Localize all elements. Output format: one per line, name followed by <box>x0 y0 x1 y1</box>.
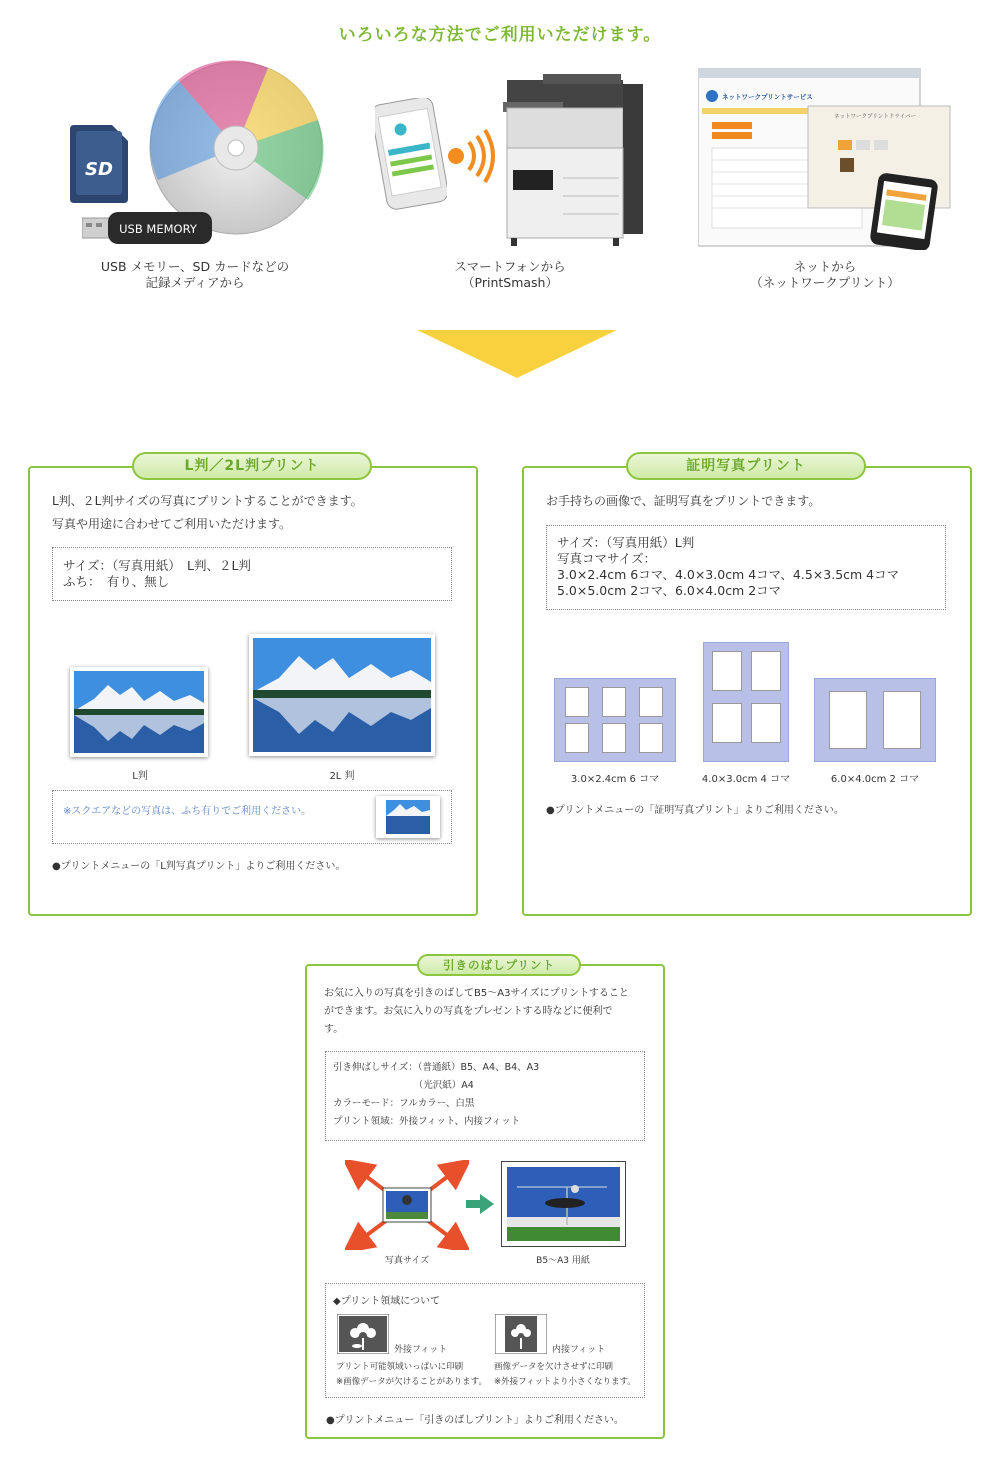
fit-inside-desc1: 画像データを欠けさせずに印刷 <box>494 1362 614 1372</box>
id-sheet-2 <box>814 678 936 762</box>
panel-enlarge-spec3: カラーモード：フルカラー、白黒 <box>333 1098 475 1109</box>
smartphone-icon <box>375 98 447 210</box>
panel-id-menu-note: ●プリントメニューの「証明写真プリント」よりご利用ください。 <box>546 805 844 816</box>
panel-l-desc1: L判、２L判サイズの写真にプリントすることができます。 <box>52 494 363 508</box>
id-sheet-6-label: 3.0×2.4cm 6 コマ <box>570 774 660 785</box>
panel-id-spec4: 5.0×5.0cm 2コマ、6.0×4.0cm 2コマ <box>557 583 782 598</box>
small-photo-label: 写真サイズ <box>384 1256 430 1266</box>
svg-text:ネットワークプリントサービス: ネットワークプリントサービス <box>722 93 813 101</box>
panel-id-photo-tab: 証明写真プリント <box>626 452 866 480</box>
panel-enlarge-desc1: お気に入りの写真を引きのばしてB5～A3サイズにプリントすること <box>324 988 629 999</box>
panel-l-spec2: ふち： 有り、無し <box>63 574 170 589</box>
fit-inside-desc2: ※外接フィットより小さくなります。 <box>494 1377 636 1387</box>
panel-id-spec3: 3.0×2.4cm 6コマ、4.0×3.0cm 4コマ、4.5×3.5cm 4コマ <box>557 567 900 582</box>
print-area-title: ◆プリント領域について <box>333 1296 441 1307</box>
panel-enlarge-menu-note: ●プリントメニュー「引きのばしプリント」よりご利用ください。 <box>326 1415 624 1426</box>
method-smartphone-caption: スマートフォンから （PrintSmash） <box>454 259 566 290</box>
panel-l-menu-note: ●プリントメニューの「L判写真プリント」よりご利用ください。 <box>52 861 346 872</box>
svg-text:SD: SD <box>85 159 113 180</box>
panel-enlarge-spec2: （光沢紙）A4 <box>333 1080 474 1091</box>
right-arrow-icon <box>466 1194 494 1214</box>
method-smartphone <box>375 60 655 250</box>
method-network-caption: ネットから （ネットワークプリント） <box>750 259 900 290</box>
panel-id-spec1: サイズ：（写真用紙）L判 <box>557 535 695 550</box>
multifunction-printer-icon <box>503 74 649 246</box>
panel-l-spec1: サイズ：（写真用紙） L判、２L判 <box>63 558 251 573</box>
fit-inside-title: 内接フィット <box>552 1345 606 1355</box>
panel-l-desc2: 写真や用途に合わせてご利用いただけます。 <box>52 517 292 531</box>
id-sheet-6 <box>554 678 676 762</box>
page-headline: いろいろな方法でご利用いただけます。 <box>338 25 662 45</box>
photo-l-size <box>70 667 208 757</box>
method-media <box>60 60 340 250</box>
enlarged-photo <box>501 1161 626 1247</box>
wireless-icon <box>447 128 497 188</box>
method-network <box>698 60 954 250</box>
photo-l-label: L判 <box>132 771 148 782</box>
photo-2l-label: 2L 判 <box>329 771 355 782</box>
panel-l-print-tab: L判／2L判プリント <box>132 452 372 480</box>
id-sheet-4 <box>703 642 789 762</box>
id-sheet-2-label: 6.0×4.0cm 2 コマ <box>830 774 920 785</box>
enlarge-arrows-icon <box>345 1160 469 1250</box>
fit-outside-flower-icon <box>337 1314 389 1354</box>
panel-enlarge-desc2: ができます。お気に入りの写真をプレゼントする時などに便利で <box>324 1006 613 1017</box>
web-screenshot-icon <box>698 68 954 250</box>
usb-memory-icon <box>82 210 212 246</box>
svg-text:ネットワークプリントドライバー: ネットワークプリントドライバー <box>834 114 917 120</box>
sd-card-icon <box>70 125 128 203</box>
panel-enlarge-spec1: 引き伸ばしサイズ：（普通紙）B5、A4、B4、A3 <box>333 1062 540 1073</box>
svg-text:USB MEMORY: USB MEMORY <box>119 222 197 236</box>
id-sheet-4-label: 4.0×3.0cm 4 コマ <box>701 774 791 785</box>
panel-id-desc: お手持ちの画像で、証明写真をプリントできます。 <box>546 494 821 508</box>
photo-2l-size <box>249 634 435 756</box>
square-note: ※スクエアなどの写真は、ふち有りでご利用ください。 <box>63 806 312 817</box>
panel-enlarge-tab: 引きのばしプリント <box>417 954 581 976</box>
fit-outside-desc2: ※画像データが欠けることがあります。 <box>336 1377 487 1387</box>
down-arrow-icon <box>417 330 617 378</box>
large-paper-label: B5～A3 用紙 <box>536 1256 590 1266</box>
panel-enlarge-desc3: す。 <box>324 1024 344 1035</box>
fit-outside-desc1: プリント可能領域いっぱいに印刷 <box>336 1362 464 1372</box>
panel-enlarge-spec4: プリント領域：外接フィット、内接フィット <box>333 1116 521 1127</box>
panel-id-spec2: 写真コマサイズ： <box>557 551 657 566</box>
photo-square <box>376 796 440 838</box>
fit-inside-flower-icon <box>495 1314 547 1354</box>
fit-outside-title: 外接フィット <box>394 1345 448 1355</box>
method-media-caption: USB メモリー、SD カードなどの 記録メディアから <box>100 259 290 290</box>
